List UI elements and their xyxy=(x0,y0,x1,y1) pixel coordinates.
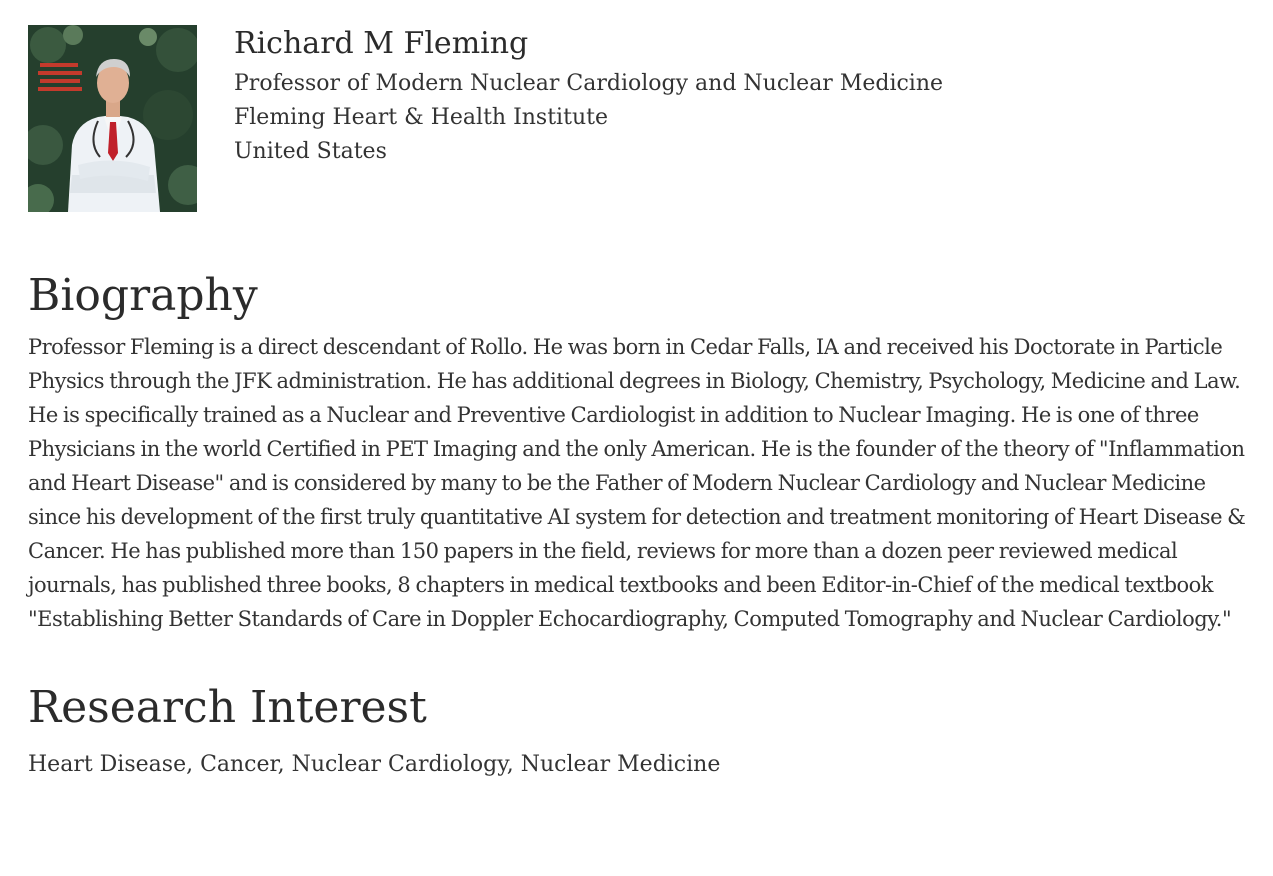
research-interest-text: Heart Disease, Cancer, Nuclear Cardiology, Nuclear Medicine xyxy=(28,752,721,777)
biography-text: Professor Fleming is a direct descendant of Rollo. He was born in Cedar Falls, IA and received his Doctorate in Particle Physics through the JFK administration. He has additional degrees in Biology, Chemistry, Psychology, Medicine and Law. He is specifically trained as a Nuclear and Preventive Cardiologist in addition to Nuclear Imaging. He is one of three Physicians in the world Certified in PET Imaging and the only American. He is the founder of the theory of "Inflammation and Heart Disease" and is considered by many to be the Father of Modern Nuclear Cardiology and Nuclear Medicine since his development of the first truly quantitative AI system for detection and treatment monitoring of Heart Disease & Cancer. He has published more than 150 papers in the field, reviews for more than a dozen peer reviewed medical journals, has published three books, 8 chapters in medical textbooks and been Editor-in-Chief of the medical textbook "Establishing Better Standards of Care in Doppler Echocardiography, Computed Tomography and Nuclear Cardiology." xyxy=(28,335,1246,631)
profile-info xyxy=(234,25,943,169)
profile-institution: Fleming Heart & Health Institute xyxy=(234,105,608,130)
profile-title: Professor of Modern Nuclear Cardiology and Nuclear Medicine xyxy=(234,71,944,96)
profile-photo xyxy=(28,25,197,212)
profile-page xyxy=(28,25,1260,782)
research-interest-heading: Research Interest xyxy=(28,682,427,733)
profile-header xyxy=(28,25,1260,212)
profile-name: Richard M Fleming xyxy=(234,26,529,61)
profile-country: United States xyxy=(234,139,387,164)
biography-heading: Biography xyxy=(28,270,258,321)
